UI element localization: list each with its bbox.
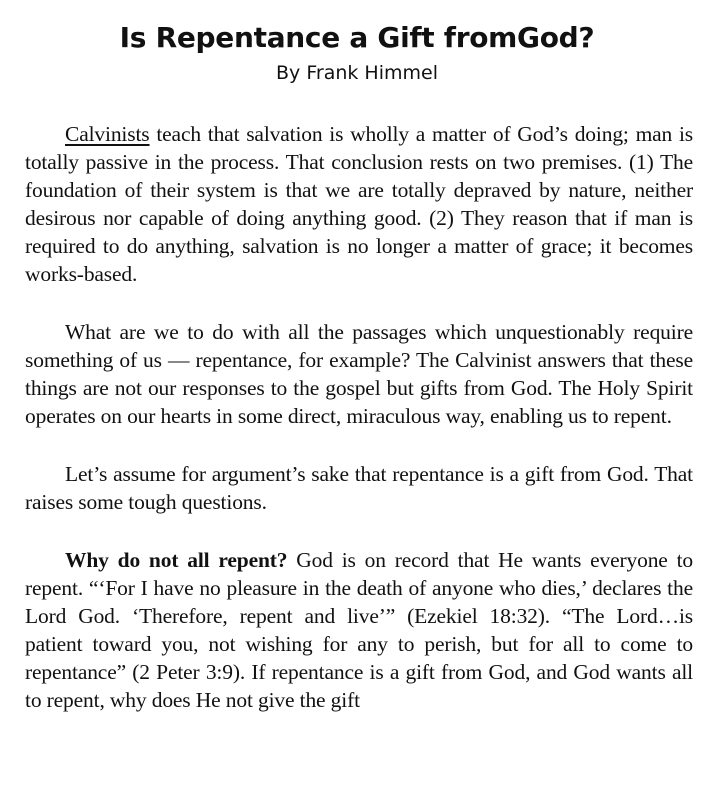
paragraph-1-text: teach that salvation is wholly a matter of God’s doing; man is totally passive in the process. That conclusion rests on two premises. (1) The foundation of their system is that we are totally depraved by nature, neither desirous nor capable of doing anything good. (2) They reason that if man is required to do anything, salvation is no longer a matter of grace; it becomes works-based. (25, 122, 693, 286)
paragraph-2 (25, 318, 693, 430)
article-byline: By Frank Himmel (276, 62, 438, 84)
article-body (25, 120, 693, 744)
paragraph-1 (25, 120, 693, 288)
paragraph-4 (25, 546, 693, 714)
paragraph-2-text: What are we to do with all the passages which unquestionably require something of us — repentance, for example? The Calvinist answers that these things are not our responses to the gospel but gifts from God. The Holy Spirit operates on our hearts in some direct, miraculous way, enabling us to repent. (25, 320, 693, 428)
calvinists-term: Calvinists (65, 122, 150, 146)
section-heading: Why do not all repent? (65, 548, 288, 572)
paragraph-3 (25, 460, 693, 516)
paragraph-4-text: God is on record that He wants everyone to repent. “‘For I have no pleasure in the death of anyone who dies,’ declares the Lord God. ‘Therefore, repent and live’” (Ezekiel 18:32). “The Lord…is patient toward you, not wishing for any to perish, but for all to come to repentance” (2 Peter 3:9). If repentance is a gift from God, and God wants all to repent, why does He not give the gift (25, 548, 693, 712)
paragraph-3-text: Let’s assume for argument’s sake that repentance is a gift from God. That raises some tough questions. (25, 462, 693, 514)
article-title: Is Repentance a Gift fromGod? (119, 21, 595, 54)
